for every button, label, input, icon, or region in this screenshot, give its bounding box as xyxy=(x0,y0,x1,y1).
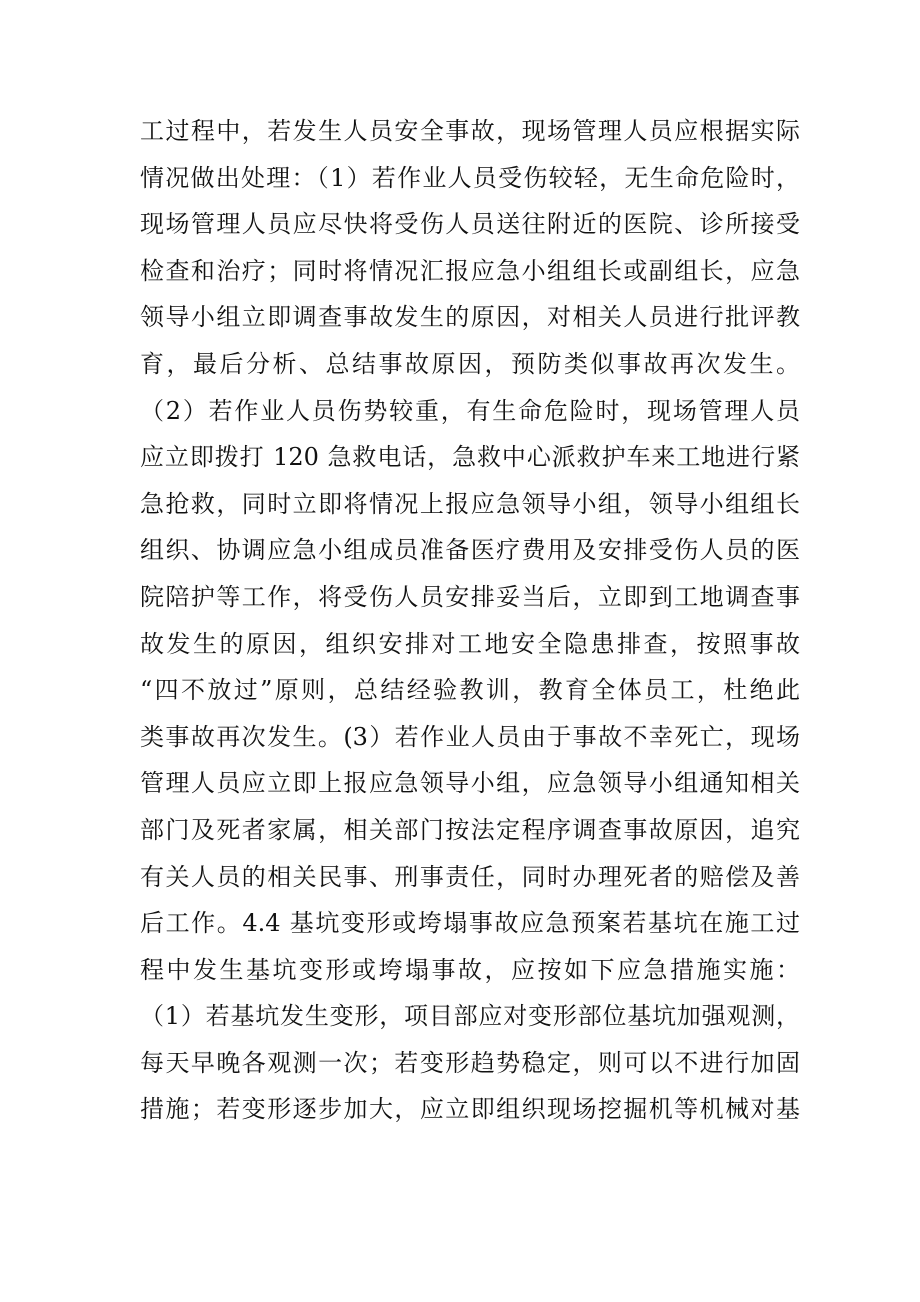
text-line: （2）若作业人员伤势较重，有生命危险时，现场管理人员 xyxy=(140,396,800,425)
text-line: 急抢救，同时立即将情况上报应急领导小组，领导小组组长 xyxy=(140,489,800,518)
text-line: 领导小组立即调查事故发生的原因，对相关人员进行批评教 xyxy=(140,303,800,332)
text-line: 院陪护等工作，将受伤人员安排妥当后，立即到工地调查事 xyxy=(140,582,800,611)
text-line: 工过程中，若发生人员安全事故，现场管理人员应根据实际 xyxy=(140,117,800,145)
text-line: 应立即拨打 120 急救电话，急救中心派救护车来工地进行紧 xyxy=(140,443,800,472)
text-line: 管理人员应立即上报应急领导小组，应急领导小组通知相关 xyxy=(140,769,800,798)
text-line: 组织、协调应急小组成员准备医疗费用及安排受伤人员的医 xyxy=(140,536,800,565)
text-line: 措施；若变形逐步加大，应立即组织现场挖掘机等机械对基 xyxy=(140,1095,800,1124)
text-line: 检查和治疗；同时将情况汇报应急小组组长或副组长，应急 xyxy=(140,256,800,285)
text-line: 育，最后分析、总结事故原因，预防类似事故再次发生。 xyxy=(140,349,800,378)
text-line: 现场管理人员应尽快将受伤人员送往附近的医院、诊所接受 xyxy=(140,210,800,239)
text-line: “四不放过”原则，总结经验教训，教育全体员工，杜绝此 xyxy=(140,676,800,705)
text-line: 每天早晚各观测一次；若变形趋势稳定，则可以不进行加固 xyxy=(140,1048,800,1077)
text-line: （1）若基坑发生变形，项目部应对变形部位基坑加强观测， xyxy=(140,1002,800,1031)
text-line: 有关人员的相关民事、刑事责任，同时办理死者的赔偿及善 xyxy=(140,862,800,891)
text-line: 程中发生基坑变形或垮塌事故，应按如下应急措施实施： xyxy=(140,955,800,984)
text-line: 类事故再次发生。(3）若作业人员由于事故不幸死亡，现场 xyxy=(140,722,800,751)
body-text xyxy=(140,108,800,1133)
text-line: 后工作。4.4 基坑变形或垮塌事故应急预案若基坑在施工过 xyxy=(140,909,800,938)
text-line: 部门及死者家属，相关部门按法定程序调查事故原因，追究 xyxy=(140,815,800,844)
text-line: 故发生的原因，组织安排对工地安全隐患排查，按照事故 xyxy=(140,629,800,658)
text-line: 情况做出处理：（1）若作业人员受伤较轻，无生命危险时， xyxy=(140,163,800,192)
